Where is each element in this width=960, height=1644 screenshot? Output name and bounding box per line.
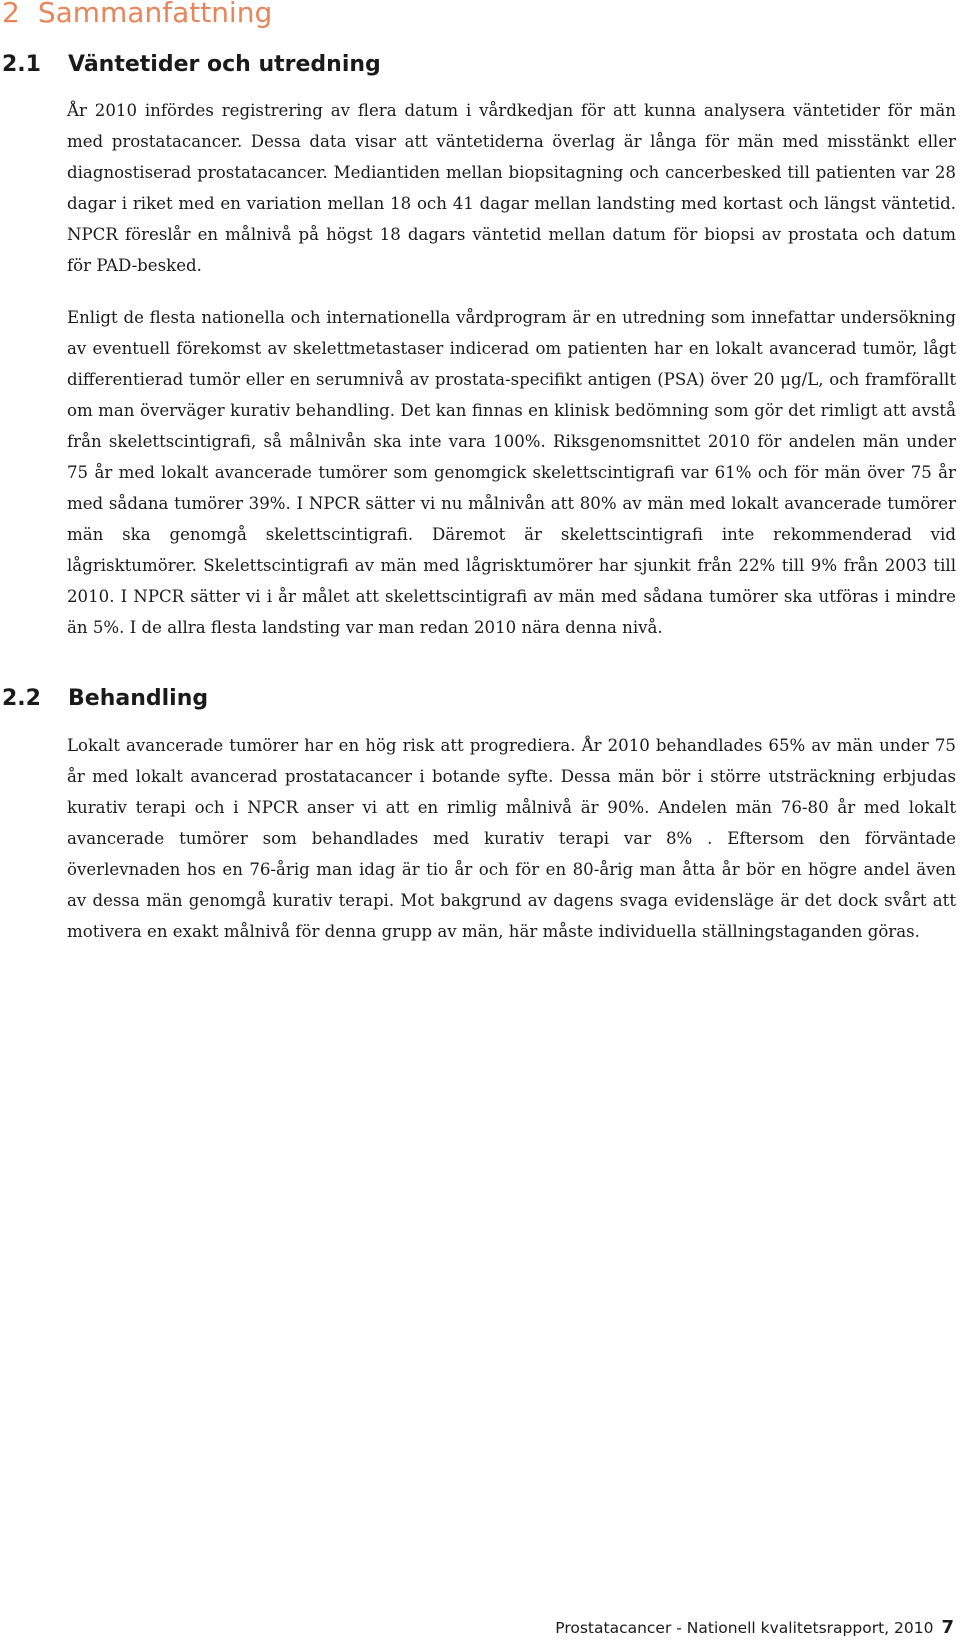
- page-footer: [555, 1617, 954, 1638]
- paragraph-bone-scintigraphy: Enligt de flesta nationella och internationella vårdprogram är en utredning som innefattar undersökning av eventuell förekomst av skelettmetastaser indicerad om patienten har en lokalt avancerad tumör, lågt differentierad tumör eller en serumnivå av prostata-specifikt antigen (PSA) över 20 μg/L, och framförallt om man överväger kurativ behandling. Det kan finnas en klinisk bedömning som gör det rimligt att avstå från skelettscintigrafi, så målnivån ska inte vara 100%. Riksgenomsnittet 2010 för andelen män under 75 år med lokalt avancerade tumörer som genomgick skelettscintigrafi var 61% och för män över 75 år med sådana tumörer 39%. I NPCR sätter vi nu målnivån att 80% av män med lokalt avancerade tumörer män ska genomgå skelettscintigrafi. Däremot är skelettscintigrafi inte rekommenderad vid lågrisktumörer. Skelettscintigrafi av män med lågrisktumörer har sjunkit från 22% till 9% från 2003 till 2010. I NPCR sätter vi i år målet att skelettscintigrafi av män med sådana tumörer ska utföras i mindre än 5%. I de allra flesta landsting var man redan 2010 nära denna nivå.: [67, 308, 956, 637]
- chapter-heading: [2, 0, 272, 29]
- section-heading-wait-times: [2, 52, 381, 77]
- page-number: 7: [941, 1617, 954, 1638]
- footer-report-title: Prostatacancer - Nationell kvalitetsrapport, 2010: [555, 1619, 934, 1637]
- section-title: Behandling: [68, 686, 209, 711]
- section-heading-treatment: [2, 686, 208, 711]
- chapter-title: Sammanfattning: [37, 0, 273, 29]
- section-number: 2.1: [2, 52, 41, 77]
- section-number: 2.2: [2, 686, 41, 711]
- paragraph-treatment: Lokalt avancerade tumörer har en hög risk att progrediera. År 2010 behandlades 65% av män under 75 år med lokalt avancerad prostatacancer i botande syfte. Dessa män bör i större utsträckning erbjudas kurativ terapi och i NPCR anser vi att en rimlig målnivå är 90%. Andelen män 76-80 år med lokalt avancerade tumörer som behandlades med kurativ terapi var 8% . Eftersom den förväntade överlevnaden hos en 76-årig man idag är tio år och för en 80-årig man åtta år bör en högre andel även av dessa män genomgå kurativ terapi. Mot bakgrund av dagens svaga evidensläge är det dock svårt att motivera en exakt målnivå för denna grupp av män, här måste individuella ställningstaganden göras.: [67, 736, 956, 941]
- chapter-number: 2: [2, 0, 20, 29]
- paragraph-wait-times: År 2010 infördes registrering av flera datum i vårdkedjan för att kunna analysera väntetider för män med prostatacancer. Dessa data visar att väntetiderna överlag är långa för män med misstänkt eller diagnostiserad prostatacancer. Mediantiden mellan biopsitagning och cancerbesked till patienten var 28 dagar i riket med en variation mellan 18 och 41 dagar mellan landsting med kortast och längst väntetid. NPCR föreslår en målnivå på högst 18 dagars väntetid mellan datum för biopsi av prostata och datum för PAD-besked.: [67, 101, 956, 275]
- section-title: Väntetider och utredning: [68, 52, 381, 77]
